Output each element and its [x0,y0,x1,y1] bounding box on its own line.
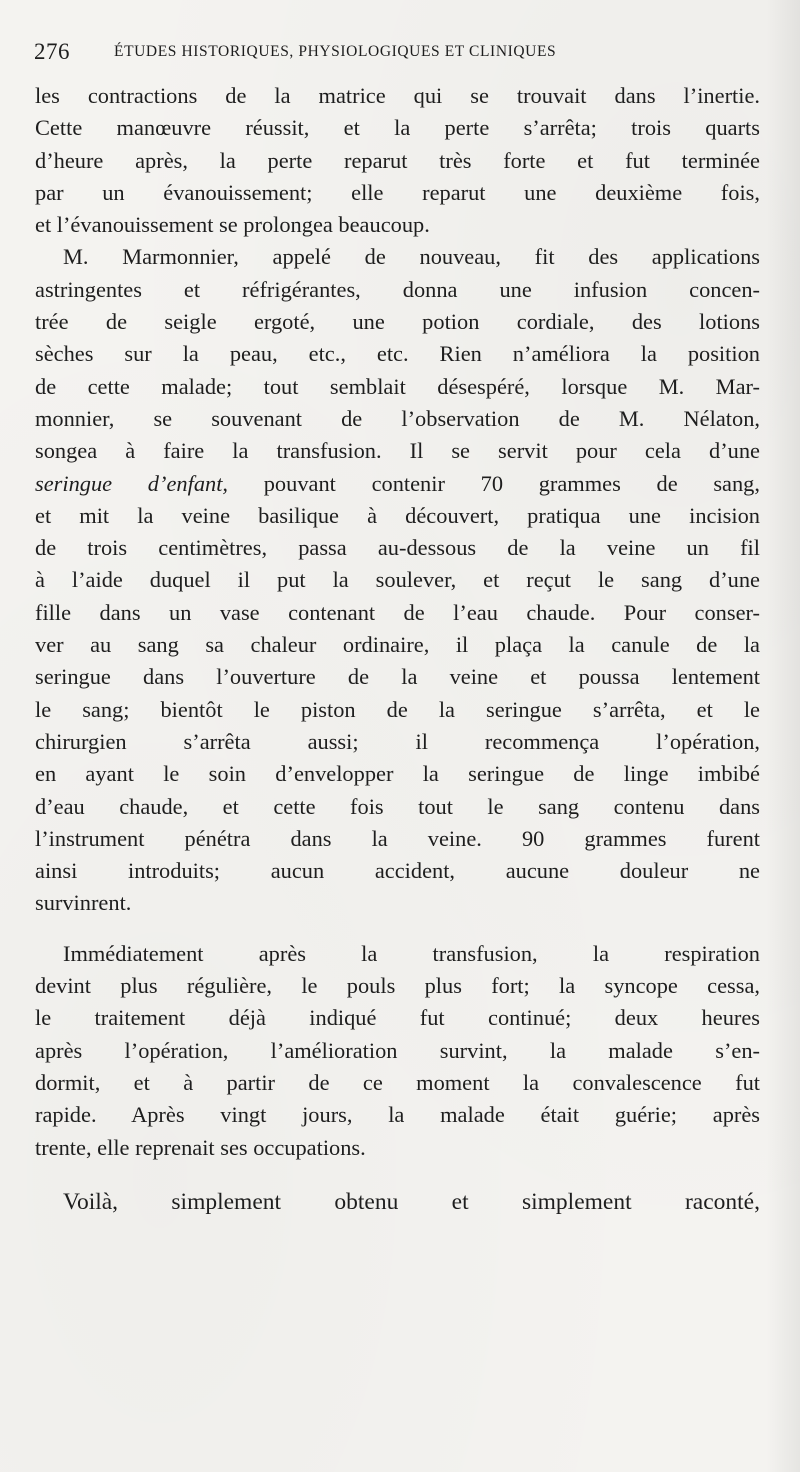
text-line: Voilà, simplement obtenu et simplement raconté, [63,1188,760,1215]
italic-phrase: seringue d’enfant, [35,470,229,496]
text-line: survinrent. [35,890,132,916]
text-line: d’eau chaude, et cette fois tout le sang contenu dans [35,793,760,819]
text-line: trente, elle reprenait ses occupations. [35,1134,366,1160]
text-span: pouvant contenir 70 grammes de sang, [263,470,760,496]
text-line: rapide. Après vingt jours, la malade était guérie; après [35,1102,760,1128]
text-line: à l’aide duquel il put la soulever, et reçut le sang d’une [35,567,760,593]
text-line: les contractions de la matrice qui se trouvait dans l’inertie. [35,83,760,108]
page-header [34,37,764,67]
text-line: le sang; bientôt le piston de la seringue s’arrêta, et le [35,696,760,722]
text-line: Immédiatement après la transfusion, la respiration [63,940,760,966]
text-line: ver au sang sa chaleur ordinaire, il plaça la canule de la [35,632,760,658]
page-edge-shadow [766,0,800,1472]
text-line: dormit, et à partir de ce moment la convalescence fut [35,1069,760,1095]
text-line: astringentes et réfrigérantes, donna une infusion concen- [35,276,760,302]
text-line: songea à faire la transfusion. Il se servit pour cela d’une [35,438,760,464]
text-line: trée de seigle ergoté, une potion cordiale, des lotions [35,309,760,335]
text-line: et l’évanouissement se prolongea beaucoup. [35,212,430,238]
text-line: en ayant le soin d’envelopper la seringue de linge imbibé [35,761,760,787]
text-line: après l’opération, l’amélioration survint, la malade s’en- [35,1037,760,1063]
text-line: Cette manœuvre réussit, et la perte s’arrêta; trois quarts [35,115,760,141]
text-line: fille dans un vase contenant de l’eau chaude. Pour conser- [35,599,760,625]
text-line: d’heure après, la perte reparut très forte et fut terminée [35,147,760,173]
page-number: 276 [34,39,70,64]
text-line: monnier, se souvenant de l’observation de M. Nélaton, [35,405,760,431]
text-line: par un évanouissement; elle reparut une deuxième fois, [35,179,760,205]
text-line: l’instrument pénétra dans la veine. 90 grammes furent [35,825,760,851]
text-line: de cette malade; tout semblait désespéré, lorsque M. Mar- [35,373,760,399]
text-line: le traitement déjà indiqué fut continué; deux heures [35,1005,760,1031]
text-line: seringue dans l’ouverture de la veine et poussa lentement [35,664,760,690]
text-line: et mit la veine basilique à découvert, pratiqua une incision [35,502,760,528]
text-line-mixed [35,468,760,500]
text-line: sèches sur la peau, etc., etc. Rien n’améliora la position [35,341,760,367]
text-line: de trois centimètres, passa au-dessous de la veine un fil [35,535,760,561]
running-head: ÉTUDES HISTORIQUES, PHYSIOLOGIQUES ET CLINIQUES [114,43,557,60]
text-line: chirurgien s’arrêta aussi; il recommença l’opération, [35,728,760,754]
text-line: devint plus régulière, le pouls plus fort; la syncope cessa, [35,973,760,999]
text-line: M. Marmonnier, appelé de nouveau, fit des applications [63,244,760,270]
body-text [35,80,760,1218]
text-line: ainsi introduits; aucun accident, aucune douleur ne [35,858,760,884]
